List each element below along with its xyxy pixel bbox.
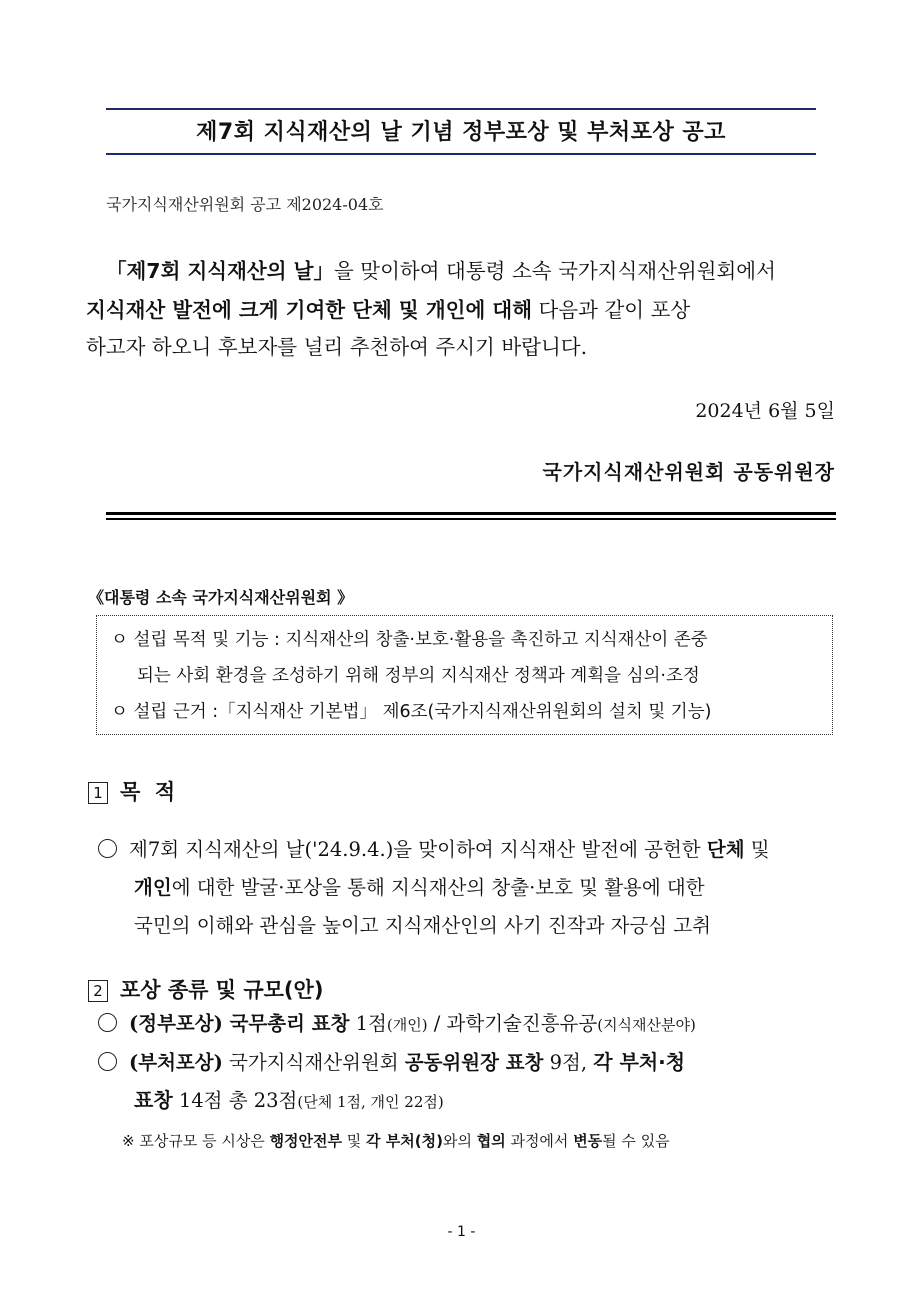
circle-bullet-icon [98, 1052, 117, 1071]
gov-award-count: 1점 [349, 1012, 387, 1035]
section-1-emph-individual: 개인 [134, 876, 172, 899]
divider-thick [106, 512, 836, 515]
committee-basis: ㅇ 설립 근거 :「지식재산 기본법」 제6조(국가지식재산위원회의 설치 및 기능) [111, 702, 712, 722]
note-change: 변동 [573, 1132, 603, 1150]
circle-bullet-icon [98, 839, 117, 858]
dept-award-breakdown: (단체 1점, 개인 22점) [297, 1093, 444, 1111]
gov-award-sep: / [427, 1012, 447, 1035]
intro-line-3: 하고자 하오니 후보자를 널리 추천하여 주시기 바랍니다. [86, 335, 588, 359]
intro-line-2 [86, 293, 832, 323]
gov-award-title: (정부포상) 국무총리 표창 [129, 1012, 350, 1035]
note-text-e: 와의 [442, 1132, 477, 1150]
section-2-number: 2 [88, 980, 108, 1002]
section-1-heading [88, 776, 175, 806]
title-top-rule [106, 108, 816, 110]
committee-heading: 《대통령 소속 국가지식재산위원회 》 [88, 588, 354, 607]
committee-purpose-cont: 되는 사회 환경을 조성하기 위해 정부의 지식재산 정책과 계획을 심의·조정 [137, 666, 700, 686]
intro-event-name: 「제7회 지식재산의 날」 [106, 259, 334, 283]
note-text-c: 및 [342, 1132, 367, 1150]
section-1-text-2: 에 대한 발굴·포상을 통해 지식재산의 창출·보호 및 활용에 대한 [171, 876, 705, 899]
dept-award-commendation: 표창 [134, 1088, 173, 1112]
section-1-text-c: 및 [744, 838, 770, 861]
section-1-line-2 [134, 872, 705, 900]
notice-number: 국가지식재산위원회 공고 제2024-04호 [106, 195, 384, 214]
note-text-i: 될 수 있음 [602, 1132, 670, 1150]
gov-award-type: (개인) [386, 1016, 428, 1034]
title-bottom-rule [106, 153, 816, 155]
gov-award-science: 과학기술진흥유공 [446, 1012, 598, 1035]
dept-award-cochair: 공동위원장 표창 [404, 1051, 544, 1074]
section-2-heading [88, 974, 323, 1004]
note-text-a: ※ 포상규모 등 시상은 [122, 1132, 270, 1150]
note-ministries: 각 부처(청) [366, 1132, 443, 1150]
section-1-number: 1 [88, 782, 108, 804]
dept-award-line-1 [98, 1046, 685, 1075]
divider-thin [106, 518, 836, 520]
intro-line-1 [106, 254, 852, 284]
intro-emphasis: 지식재산 발전에 크게 기여한 단체 및 개인에 대해 [86, 298, 533, 322]
section-1-emph-group: 단체 [706, 838, 745, 861]
dept-award-ministries: 각 부처·청 [593, 1050, 686, 1074]
section-1-line-3: 국민의 이해와 관심을 높이고 지식재산인의 사기 진작과 자긍심 고취 [134, 914, 712, 937]
dept-award-committee: 국가지식재산위원회 [222, 1051, 405, 1074]
note-mois: 행정안전부 [269, 1132, 343, 1150]
circle-bullet-icon [98, 1013, 117, 1032]
dept-award-total: 14점 총 23점 [172, 1089, 298, 1112]
committee-purpose: ㅇ 설립 목적 및 기능 : 지식재산의 창출·보호·활용을 촉진하고 지식재산이 존중 [111, 630, 708, 650]
page-number: - 1 - [447, 1224, 476, 1240]
intro-line-2-text: 다음과 같이 포상 [532, 298, 691, 322]
section-1-line-1 [98, 834, 770, 862]
gov-award-field: (지식재산분야) [597, 1016, 696, 1034]
note-text-g: 과정에서 [505, 1132, 574, 1150]
section-1-title: 목 적 [120, 780, 176, 804]
intro-line-1-text: 을 맞이하여 대통령 소속 국가지식재산위원회에서 [333, 259, 776, 283]
note-consult: 협의 [476, 1132, 506, 1150]
signer: 국가지식재산위원회 공동위원장 [542, 460, 835, 484]
committee-info-box [96, 615, 833, 735]
dept-award-count-1: 9점, [543, 1051, 594, 1074]
gov-award-line [98, 1008, 696, 1036]
document-title: 제7회 지식재산의 날 기념 정부포상 및 부처포상 공고 [196, 120, 726, 145]
dept-award-line-2 [134, 1084, 444, 1113]
section-1-text-a: 제7회 지식재산의 날('24.9.4.)을 맞이하여 지식재산 발전에 공헌한 [129, 838, 707, 861]
award-note [122, 1130, 670, 1151]
section-2-title: 포상 종류 및 규모(안) [120, 978, 324, 1002]
notice-date: 2024년 6월 5일 [695, 400, 835, 422]
dept-award-label: (부처포상) [129, 1051, 223, 1074]
